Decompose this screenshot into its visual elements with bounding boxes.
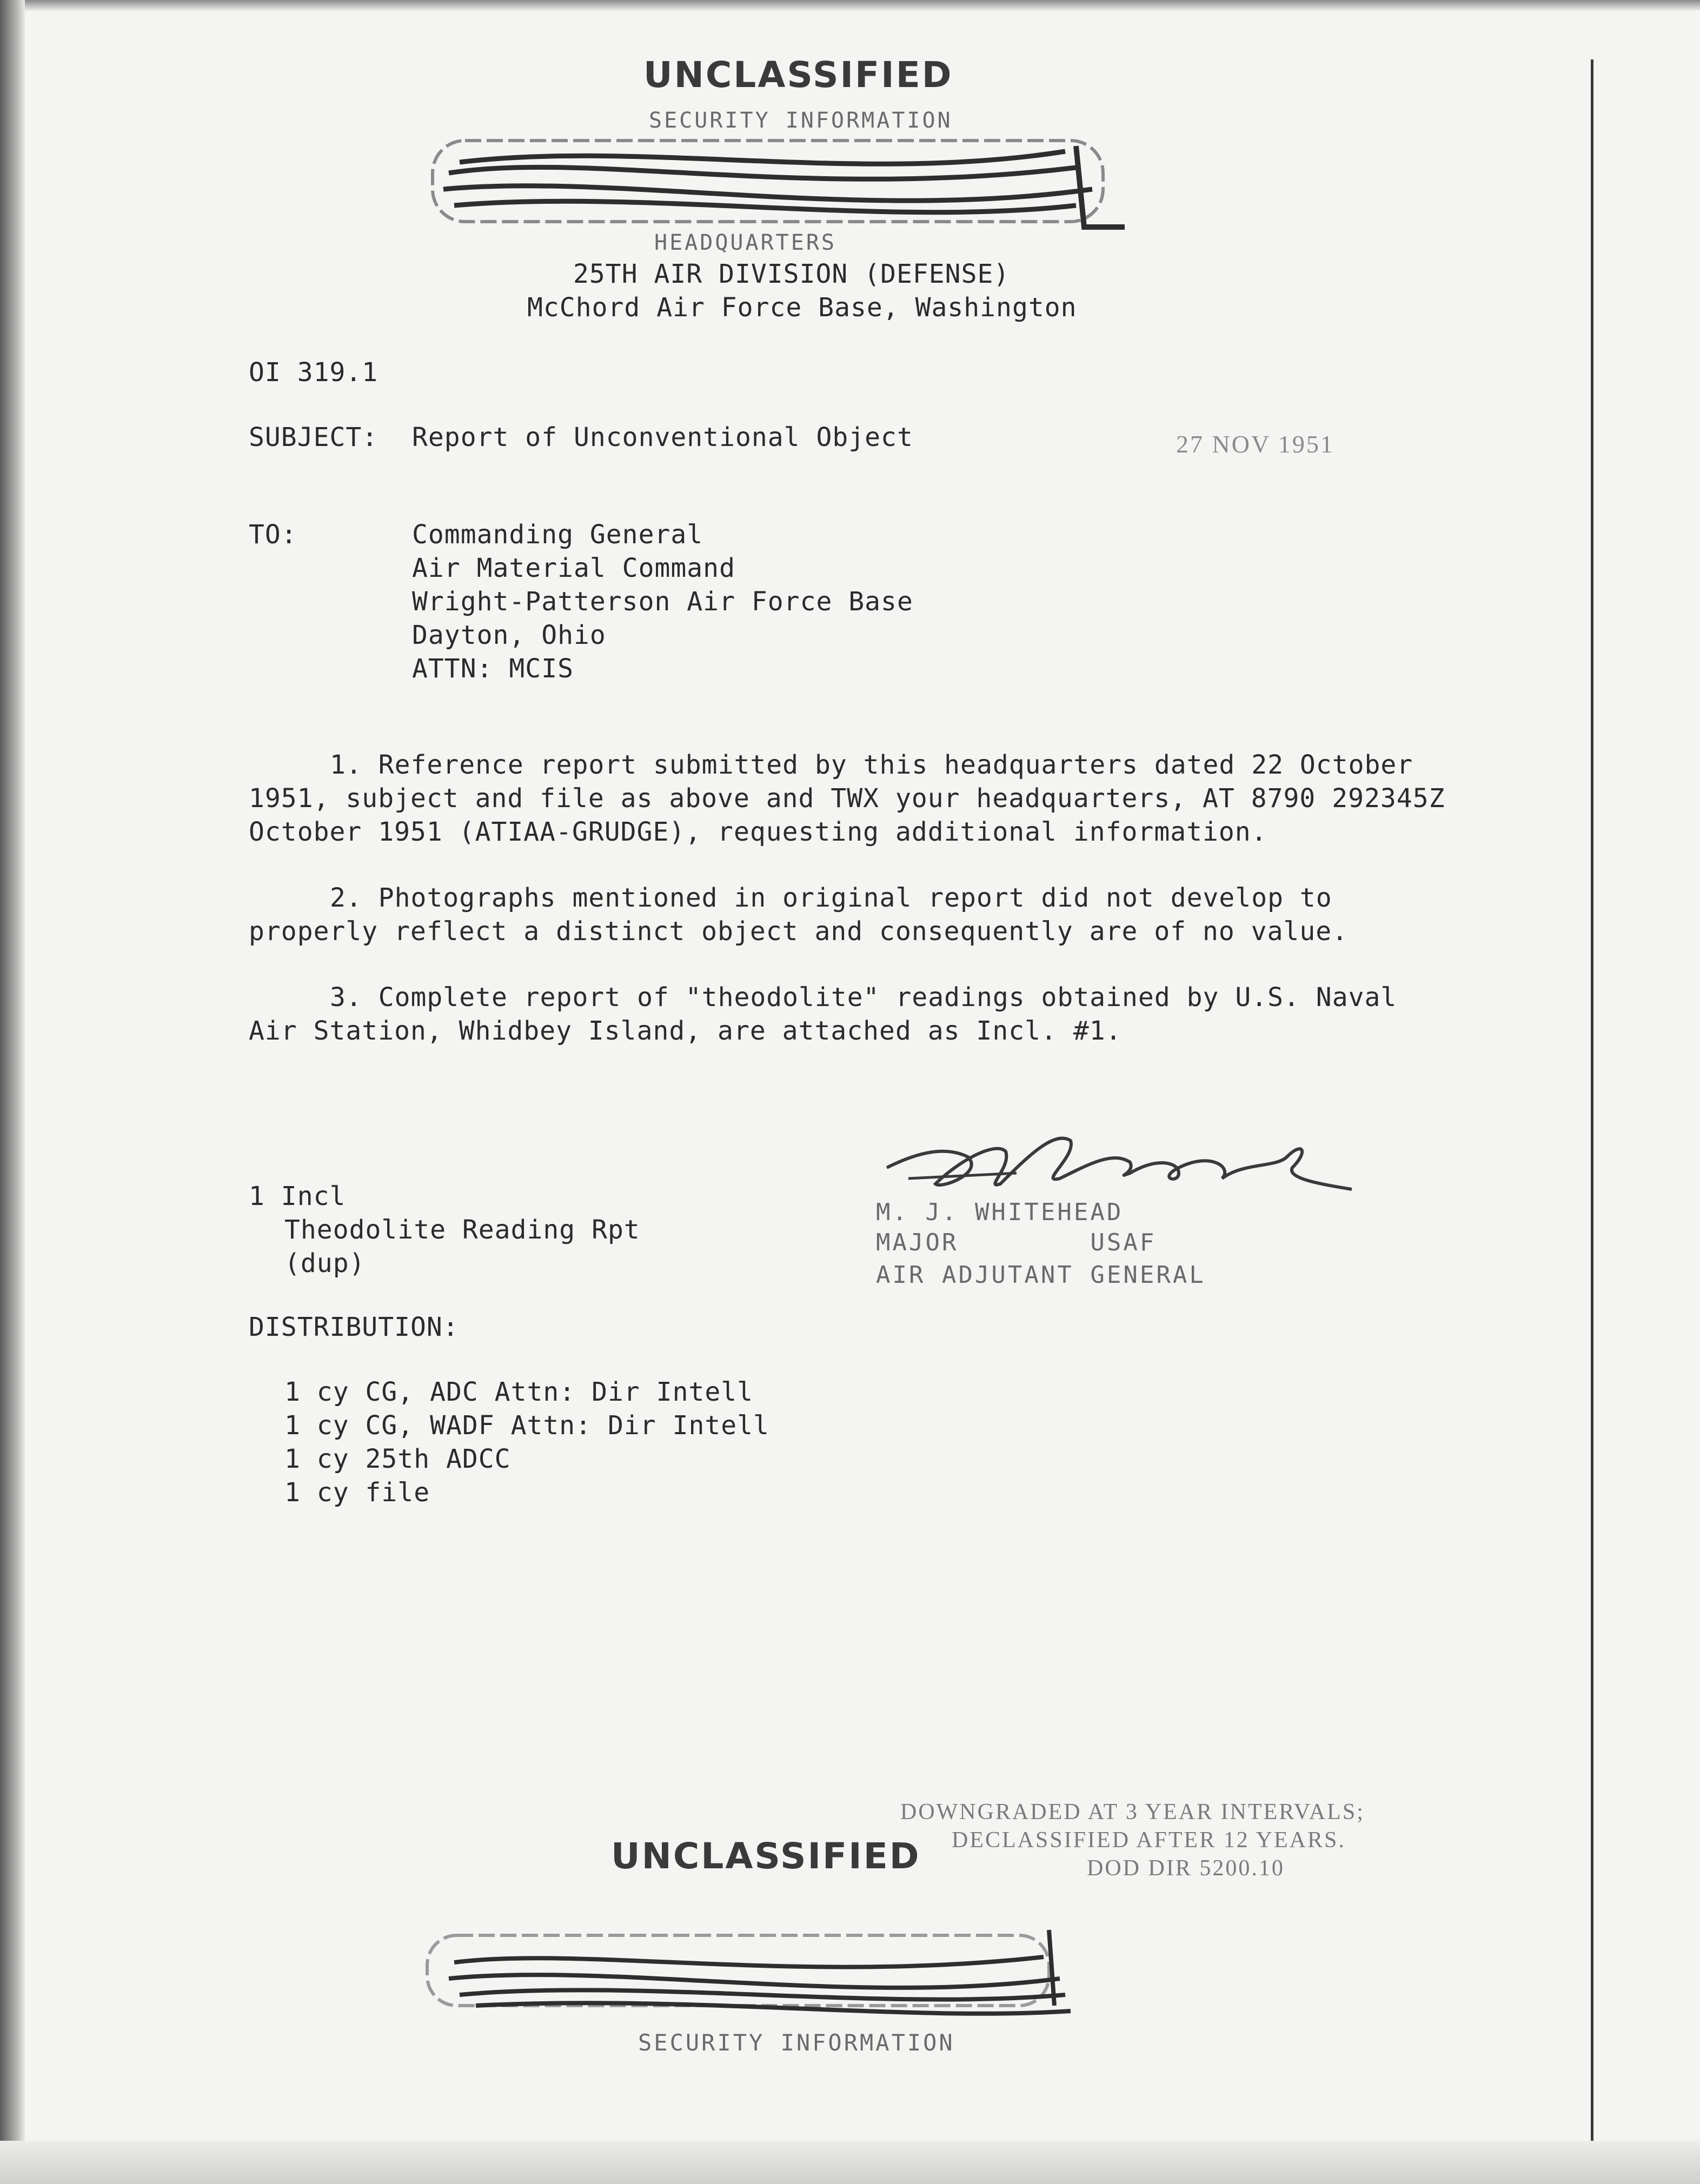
security-information-bottom: SECURITY INFORMATION bbox=[638, 2029, 955, 2056]
date-stamp: 27 NOV 1951 bbox=[1176, 430, 1334, 458]
enclosure-line: Theodolite Reading Rpt bbox=[284, 1215, 640, 1245]
downgrade-notice-line: DOD DIR 5200.10 bbox=[1087, 1856, 1285, 1881]
division-name: 25TH AIR DIVISION (DEFENSE) bbox=[573, 259, 1010, 289]
distribution-label: DISTRIBUTION: bbox=[249, 1312, 459, 1342]
headquarters-line: HEADQUARTERS bbox=[654, 230, 836, 255]
distribution-item: 1 cy CG, WADF Attn: Dir Intell bbox=[284, 1410, 769, 1441]
paragraph-1-line: 1. Reference report submitted by this headquarters dated 22 October bbox=[330, 750, 1413, 780]
scan-border-top bbox=[0, 0, 1700, 11]
to-line: Wright-Patterson Air Force Base bbox=[412, 587, 913, 617]
base-location: McChord Air Force Base, Washington bbox=[527, 292, 1077, 323]
enclosure-line: (dup) bbox=[284, 1248, 366, 1279]
scan-border-left bbox=[0, 0, 25, 2184]
distribution-item: 1 cy file bbox=[284, 1477, 430, 1508]
subject-text: Report of Unconventional Object bbox=[412, 422, 913, 452]
to-line: Air Material Command bbox=[412, 553, 735, 583]
paragraph-1-line: October 1951 (ATIAA-GRUDGE), requesting additional information. bbox=[249, 817, 1267, 847]
scan-border-bottom bbox=[0, 2141, 1700, 2184]
distribution-item: 1 cy 25th ADCC bbox=[284, 1444, 511, 1474]
paragraph-2-line: properly reflect a distinct object and consequently are of no value. bbox=[249, 916, 1349, 947]
to-line: Commanding General bbox=[412, 520, 703, 550]
to-line: ATTN: MCIS bbox=[412, 654, 574, 684]
strikeout-stamp-bottom bbox=[422, 1925, 1103, 2027]
enclosure-label: 1 Incl bbox=[249, 1181, 346, 1211]
signer-name: M. J. WHITEHEAD bbox=[876, 1198, 1124, 1226]
file-reference: OI 319.1 bbox=[249, 357, 378, 388]
security-information-top: SECURITY INFORMATION bbox=[649, 108, 953, 133]
signer-rank: MAJOR USAF bbox=[876, 1229, 1157, 1256]
paragraph-3-line: 3. Complete report of "theodolite" readings obtained by U.S. Naval bbox=[330, 982, 1397, 1013]
scan-border-right bbox=[1591, 59, 1593, 2146]
paragraph-3-line: Air Station, Whidbey Island, are attached as Incl. #1. bbox=[249, 1016, 1122, 1046]
paragraph-1-line: 1951, subject and file as above and TWX your headquarters, AT 8790 292345Z bbox=[249, 783, 1445, 814]
downgrade-notice-line: DOWNGRADED AT 3 YEAR INTERVALS; bbox=[900, 1800, 1365, 1825]
paragraph-2-line: 2. Photographs mentioned in original report did not develop to bbox=[330, 883, 1332, 913]
classification-stamp-top: UNCLASSIFIED bbox=[643, 54, 953, 96]
classification-stamp-bottom: UNCLASSIFIED bbox=[611, 1835, 921, 1877]
downgrade-notice-line: DECLASSIFIED AFTER 12 YEARS. bbox=[952, 1828, 1346, 1853]
to-line: Dayton, Ohio bbox=[412, 620, 606, 650]
signer-title: AIR ADJUTANT GENERAL bbox=[876, 1261, 1206, 1289]
subject-label: SUBJECT: bbox=[249, 422, 378, 452]
to-label: TO: bbox=[249, 520, 297, 550]
distribution-item: 1 cy CG, ADC Attn: Dir Intell bbox=[284, 1377, 754, 1407]
